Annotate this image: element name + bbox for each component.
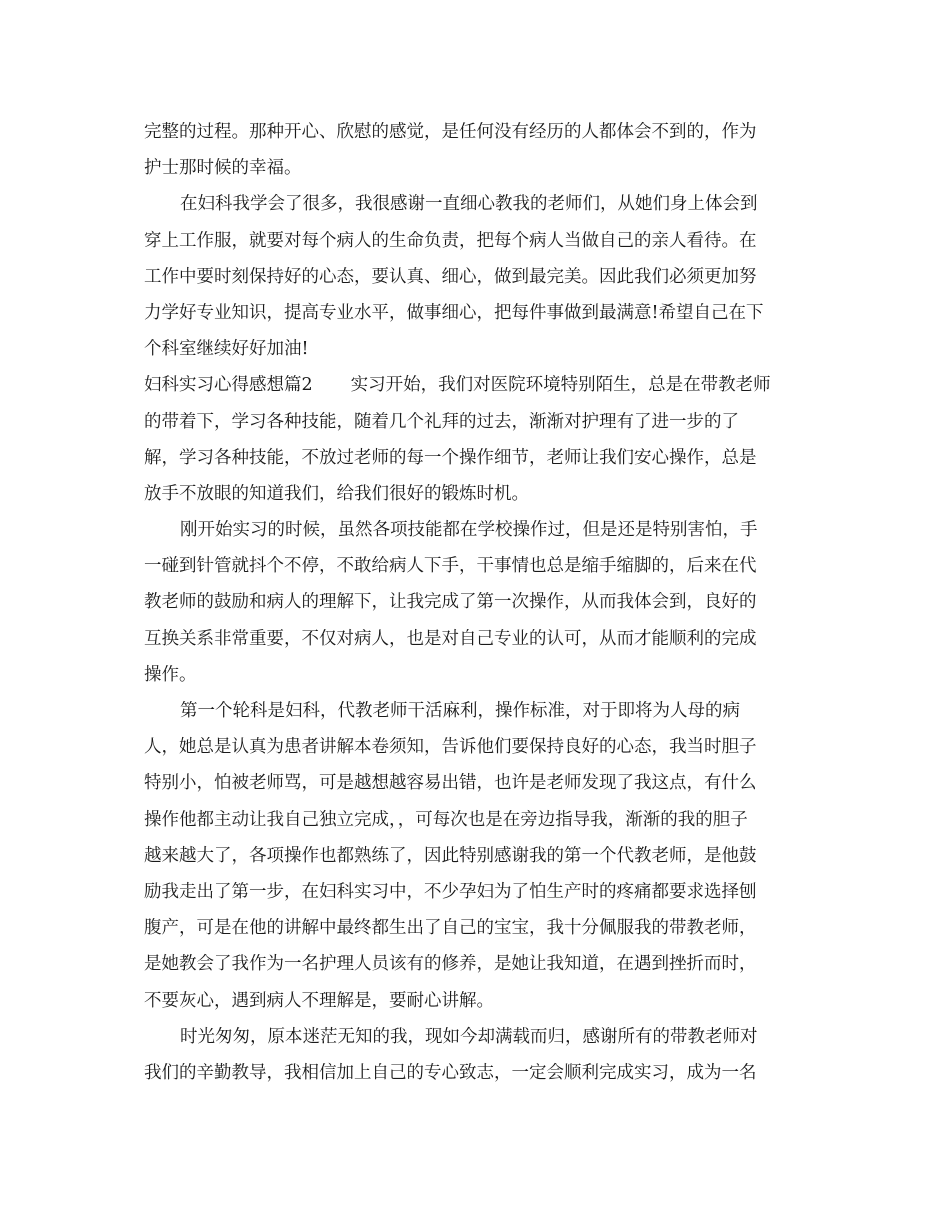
text-line: 一碰到针管就抖个不停，不敢给病人下手，干事情也总是缩手缩脚的，后来在代 bbox=[144, 556, 757, 577]
text-line: 互换关系非常重要，不仅对病人，也是对自己专业的认可，从而才能顺利的完成 bbox=[144, 628, 757, 649]
text-line: 教老师的鼓励和病人的理解下，让我完成了第一次操作，从而我体会到，良好的 bbox=[144, 592, 757, 613]
document-body bbox=[144, 114, 814, 1091]
text-line: 第一个轮科是妇科，代教老师干活麻利，操作标准，对于即将为人母的病 bbox=[180, 701, 740, 721]
text-line: 放手不放眼的知道我们，给我们很好的锻炼时机。 bbox=[144, 483, 529, 504]
text-line: 人，她总是认真为患者讲解本卷须知，告诉他们要保持良好的心态，我当时胆子 bbox=[144, 737, 757, 758]
text-line: 操作他都主动让我自己独立完成，，可每次也是在旁边指导我，渐渐的我的胆子 bbox=[144, 809, 748, 830]
text-line: 力学好专业知识，提高专业水平，做事细心，把每件事做到最满意!希望自己在下 bbox=[144, 302, 764, 323]
text-line: 工作中要时刻保持好的心态，要认真、细心，做到最完美。因此我们必须更加努 bbox=[144, 266, 757, 287]
text-line: 不要灰心，遇到病人不理解是，要耐心讲解。 bbox=[144, 990, 494, 1011]
section-title: 妇科实习心得感想篇2 bbox=[144, 375, 313, 396]
text-line: 解，学习各种技能，不放过老师的每一个操作细节，老师让我们安心操作，总是 bbox=[144, 447, 757, 468]
text-line: 个科室继续好好加油! bbox=[144, 339, 309, 360]
text-line: 时光匆匆，原本迷茫无知的我，现如今却满载而归，感谢所有的带教老师对 bbox=[180, 1026, 758, 1047]
text-line: 的带着下，学习各种技能，随着几个礼拜的过去，渐渐对护理有了进一步的了 bbox=[144, 411, 739, 432]
text-line: 特别小，怕被老师骂，可是越想越容易出错，也许是老师发现了我这点，有什么 bbox=[144, 773, 757, 794]
text-line: 励我走出了第一步，在妇科实习中，不少孕妇为了怕生产时的疼痛都要求选择刨 bbox=[144, 881, 757, 902]
text-line: 越来越大了，各项操作也都熟练了，因此特别感谢我的第一个代教老师，是他鼓 bbox=[144, 845, 757, 866]
section-opening-text: 实习开始，我们对医院环境特别陌生，总是在带教老师 bbox=[350, 375, 771, 396]
text-line: 护士那时候的幸福。 bbox=[144, 158, 302, 179]
text-line: 是她教会了我作为一名护理人员该有的修养，是她让我知道，在遇到挫折而时， bbox=[144, 954, 757, 975]
text-line: 操作。 bbox=[144, 664, 197, 685]
text-line: 我们的辛勤教导，我相信加上自己的专心致志，一定会顺利完成实习，成为一名 bbox=[144, 1062, 757, 1083]
text-line: 腹产，可是在他的讲解中最终都生出了自己的宝宝，我十分佩服我的带教老师， bbox=[144, 918, 757, 939]
text-line: 穿上工作服，就要对每个病人的生命负责，把每个病人当做自己的亲人看待。在 bbox=[144, 230, 757, 251]
section-heading-line bbox=[144, 367, 814, 403]
text-line: 完整的过程。那种开心、欣慰的感觉，是任何没有经历的人都体会不到的，作为 bbox=[144, 122, 757, 142]
text-line: 在妇科我学会了很多，我很感谢一直细心教我的老师们，从她们身上体会到 bbox=[180, 194, 758, 215]
text-line: 刚开始实习的时候，虽然各项技能都在学校操作过，但是还是特别害怕，手 bbox=[180, 520, 758, 541]
